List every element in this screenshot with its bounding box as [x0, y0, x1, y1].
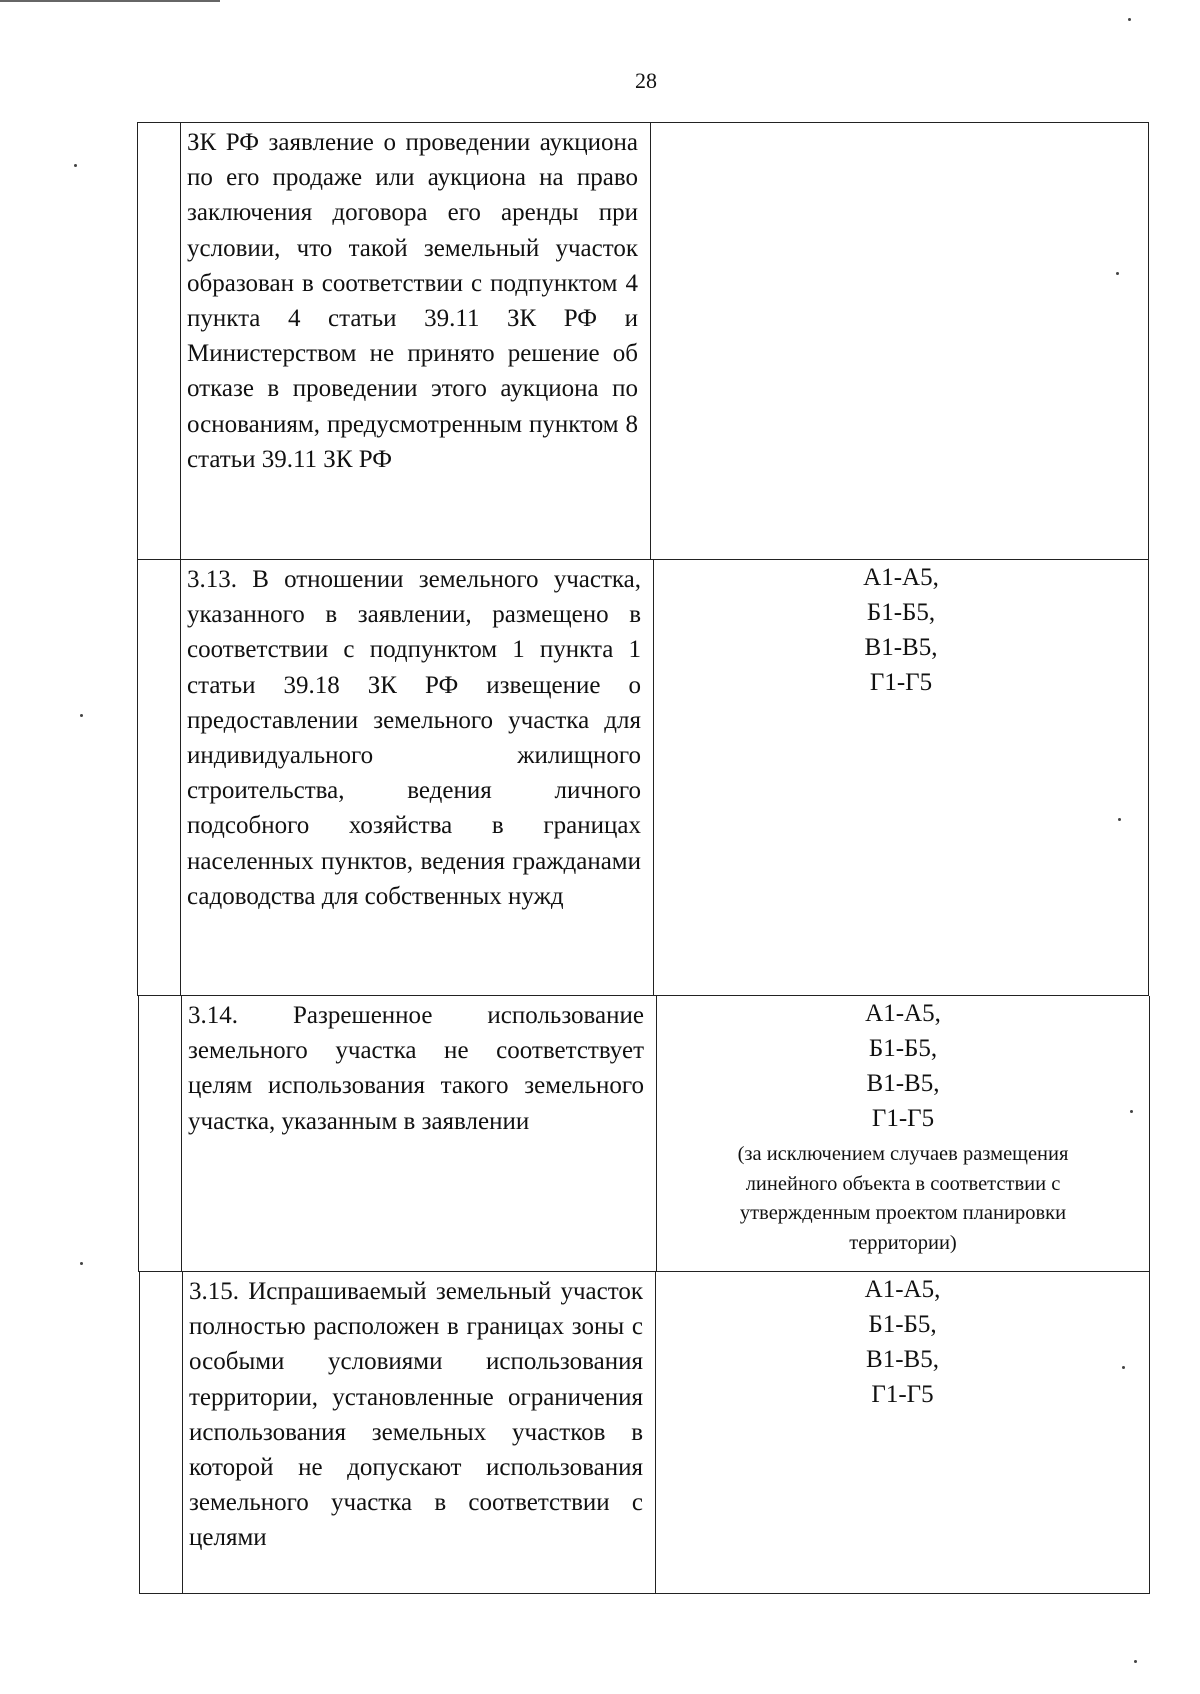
number-cell	[138, 560, 181, 995]
scan-speck	[1130, 1110, 1133, 1113]
table-row	[137, 560, 1149, 996]
codes-cell	[657, 996, 1149, 1271]
scan-speck	[1122, 1366, 1125, 1369]
condition-cell	[181, 123, 651, 559]
condition-cell	[181, 560, 654, 995]
page-number: 28	[635, 68, 657, 93]
scan-edge-mark	[0, 0, 220, 2]
code-range: А1-А5,	[865, 1000, 941, 1027]
table-row	[137, 122, 1149, 560]
exception-note: (за исключением случаев размещения линейного объекта в соответствии с утвержденным проектом планировки территории)	[737, 1143, 1069, 1254]
code-range: В1-В5,	[864, 634, 938, 661]
condition-text: 3.14. Разрешенное использование земельного участка не соответствует целям использования такого земельного участка, указанным в заявлении	[188, 1002, 644, 1135]
number-cell	[140, 1272, 183, 1593]
condition-cell	[183, 1272, 656, 1593]
code-range: Б1-Б5,	[868, 1035, 938, 1062]
table-row	[138, 996, 1150, 1272]
condition-text: ЗК РФ заявление о проведении аукциона по его продаже или аукциона на право заключения договора его аренды при условии, что такой земельный участок образован в соответствии с подпунктом 4 пункта 4 статьи 39.11 ЗК РФ и Министерством не принято решение об отказе в проведении этого аукциона по основаниям, предусмотренным пунктом 8 статьи 39.11 ЗК РФ	[187, 129, 638, 473]
number-cell	[139, 996, 182, 1271]
codes-cell	[656, 1272, 1149, 1593]
code-range: Г1-Г5	[871, 1105, 935, 1132]
code-range: Г1-Г5	[869, 669, 933, 696]
number-cell	[138, 123, 181, 559]
scan-speck	[1134, 1660, 1137, 1663]
table-row	[139, 1272, 1150, 1594]
condition-text: 3.15. Испрашиваемый земельный участок полностью расположен в границах зоны с особыми условиями использования территории, установленные ограничения использования земельных участков в которой не допускают использования земельного участка в соответствии с целями	[189, 1278, 643, 1552]
scan-speck	[74, 164, 77, 167]
scan-speck	[1116, 272, 1119, 275]
condition-text: 3.13. В отношении земельного участка, указанного в заявлении, размещено в соответствии с подпунктом 1 пункта 1 статьи 39.18 ЗК РФ извещение о предоставлении земельного участка для индивидуального жилищного строительства, ведения личного подсобного хозяйства в границах населенных пунктов, ведения гражданами садоводства для собственных нужд	[187, 566, 641, 910]
code-range: Б1-Б5,	[868, 1311, 937, 1338]
code-range: В1-В5,	[866, 1346, 939, 1373]
scan-speck	[80, 714, 83, 717]
codes-cell	[654, 560, 1148, 995]
code-range: А1-А5,	[864, 1276, 941, 1303]
scan-speck	[1118, 818, 1121, 821]
code-range: Г1-Г5	[871, 1381, 934, 1408]
condition-cell	[182, 996, 657, 1271]
code-range: В1-В5,	[866, 1070, 940, 1097]
code-range: А1-А5,	[863, 564, 939, 591]
scan-speck	[1128, 18, 1131, 21]
code-range: Б1-Б5,	[866, 599, 936, 626]
codes-cell	[651, 123, 1148, 559]
scan-speck	[80, 1262, 83, 1265]
